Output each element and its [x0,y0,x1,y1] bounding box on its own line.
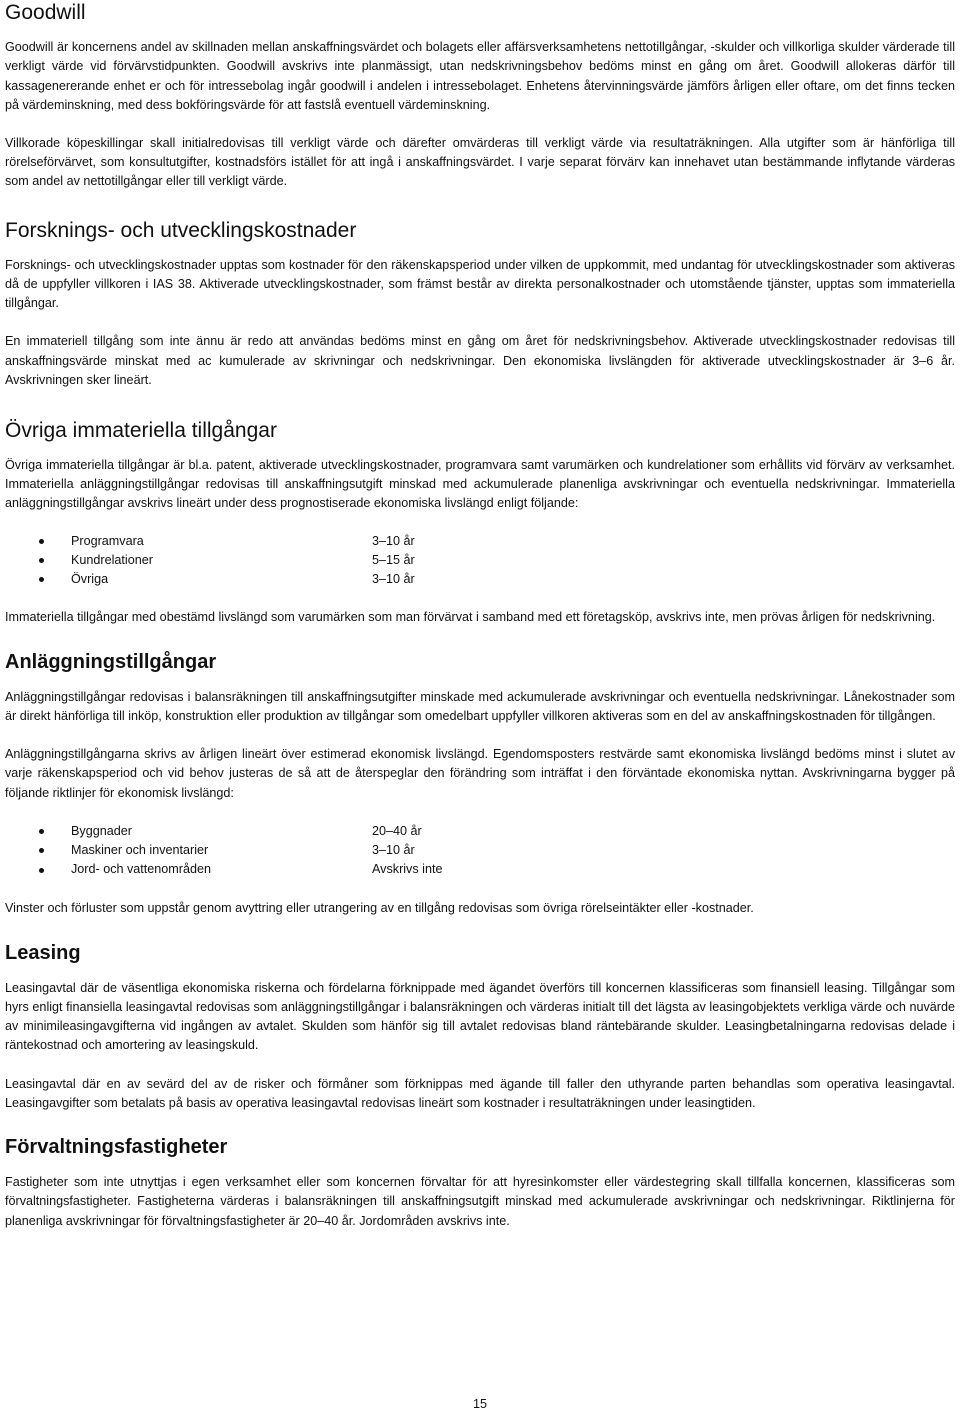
list-item: Kundrelationer 5–15 år [39,551,955,570]
bullet-icon [39,848,44,853]
bullet-icon [39,868,44,873]
list-item: Maskiner och inventarier 3–10 år [39,841,955,860]
section-heading-leasing: Leasing [5,941,81,964]
section-heading-investment-property: Förvaltningsfastigheter [5,1136,228,1159]
list-item: Övriga 3–10 år [39,570,955,589]
fixed-assets-lifetime-list [5,822,955,880]
leasing-paragraph-1: Leasingavtal där de väsentliga ekonomiska riskerna och fördelarna förknippade med ägandet överförs till koncernen klassificeras som finansiell leasing. Tillgångar som hyrs enligt finansiella leasingavtal redovisas som anläggningstillgångar i balansräkningen och värderas initialt till det lägsta av leasingobjektets verkliga värde och nuvärde av minimileasingavgifterna vid ingången av avtalet. Skulden som hänför sig till avtalet redovisas bland räntebärande skulder. Leasingbetalningarna redovisas delade i räntekostnad och amortering av leasingskuld. [5,980,955,1053]
goodwill-paragraph-1: Goodwill är koncernens andel av skillnaden mellan anskaffningsvärdet och bolagets eller affärsverksamhetens nettotillgångar, -skulder och villkorliga skulder värderade till verkligt värde vid förvärvstidpunkten. Goodwill avskrivs inte planmässigt, utan nedskrivningsbehov bedöms minst en gång om året. Goodwill allokeras därför till kassagenererande enhet er och för intressebolag ingår goodwill i andelen i intressebolaget. Enhetens återvinningsvärde jämförs årligen eller oftare, om det finns tecken på värdeminskning, med dess bokföringsvärde för att fastslå eventuell värdeminskning. [5,40,955,112]
bullet-icon [39,577,44,582]
section-heading-fixed-assets: Anläggningstillgångar [5,650,217,673]
fixed-assets-paragraph-3: Vinster och förluster som uppstår genom avyttring eller utrangering av en tillgång redovisas som övriga rörelseintäkter eller -kostnader. [5,900,754,915]
section-heading-intangibles: Övriga immateriella tillgångar [5,418,277,442]
intangibles-lifetime-list [5,532,955,590]
page-number: 15 [472,1397,487,1411]
list-item: Byggnader 20–40 år [39,822,955,841]
investment-property-paragraph-1: Fastigheter som inte utnyttjas i egen verksamhet eller som koncernen förvaltar för att hyresinkomster eller värdestegring skall tillfalla koncernen, klassificeras som förvaltningsfastigheter. Fastigheterna värderas i balansräkningen till anskaffningsutgift minskad med ackumulerade avskrivningar och nedskrivningar. Riktlinjerna för planenliga avskrivningar för förvaltningsfastigheter är 20–40 år. Jordområden avskrivs inte. [5,1175,955,1228]
section-heading-goodwill: Goodwill [5,1,86,24]
research-paragraph-1: Forsknings- och utvecklingskostnader upptas som kostnader för den räkenskapsperiod under vilken de uppkommit, med undantag för utvecklingskostnader som aktiveras då de uppfyller villkoren i IAS 38. Aktiverade utvecklingskostnader, som främst består av direkta personalkostnader och utomstående tjänster, upptas som immateriella tillgångar. [5,257,955,311]
list-item: Programvara 3–10 år [39,532,955,551]
bullet-icon [39,539,44,544]
list-item: Jord- och vattenområden Avskrivs inte [39,860,955,879]
fixed-assets-paragraph-1: Anläggningstillgångar redovisas i balansräkningen till anskaffningsutgifter minskade med ackumulerade avskrivningar och eventuella nedskrivningar. Lånekostnader som är direkt hänförliga till inköp, konstruktion eller produktion av tillgångar som omedelbart uppfyller villkoren aktiveras som en del av anskaffningskostnaden för tillgången. [5,689,955,723]
bullet-icon [39,558,44,563]
section-heading-research: Forsknings- och utvecklingskostnader [5,218,357,242]
bullet-icon [39,829,44,834]
intangibles-paragraph-2: Immateriella tillgångar med obestämd livslängd som varumärken som man förvärvat i samband med ett företagsköp, avskrivs inte, men prövas årligen för nedskrivning. [5,609,936,624]
intangibles-paragraph-1: Övriga immateriella tillgångar är bl.a. patent, aktiverade utvecklingskostnader, programvara samt varumärken och kundrelationer som erhållits vid förvärv av verksamhet. Immateriella anläggningstillgångar redovisas till anskaffningsutgift minskad med ackumulerade planenliga avskrivningar och eventuella nedskrivningar. Immateriella anläggningstillgångar avskrivs lineärt under dess prognostiserade ekonomiska livslängd enligt följande: [5,458,955,511]
leasing-paragraph-2: Leasingavtal där en av sevärd del av de risker och förmåner som förknippas med ägande till faller den uthyrande parten behandlas som operativa leasingavtal. Leasingavgifter som betalats på basis av operativa leasingavtal redovisas lineärt som kostnader i resultaträkningen under leasingtiden. [5,1076,955,1110]
research-paragraph-2: En immateriell tillgång som inte ännu är redo att användas bedöms minst en gång om året för nedskrivningsbehov. Aktiverade utvecklingskostnader redovisas till anskaffningsvärde minskat med ac kumulerade av skrivningar och nedskrivningar. Den ekonomiska livslängden för aktiverade utvecklingskostnader är 3–6 år. Avskrivningen sker lineärt. [5,334,955,387]
goodwill-paragraph-2: Villkorade köpeskillingar skall initialredovisas till verkligt värde och därefter omvärderas till verkligt värde via resultaträkningen. Alla utgifter som är hänförliga till rörelseförvärvet, som konsultutgifter, kostnadsförs istället för att ingå i anskaffningsvärdet. I varje separat förvärv kan innehavet utan bestämmande inflytande värderas som andel av nettotillgångar eller till verkligt värde. [5,135,955,189]
fixed-assets-paragraph-2: Anläggningstillgångarna skrivs av årligen lineärt över estimerad ekonomisk livslängd. Egendomsposters restvärde samt ekonomiska livslängd bedöms minst i slutet av varje räkenskapsperiod och vid behov justeras de så att de återspeglar den förändring som inträffat i den förväntade ekonomiska nyttan. Avskrivningarna bygger på följande riktlinjer för ekonomisk livslängd: [5,747,955,800]
